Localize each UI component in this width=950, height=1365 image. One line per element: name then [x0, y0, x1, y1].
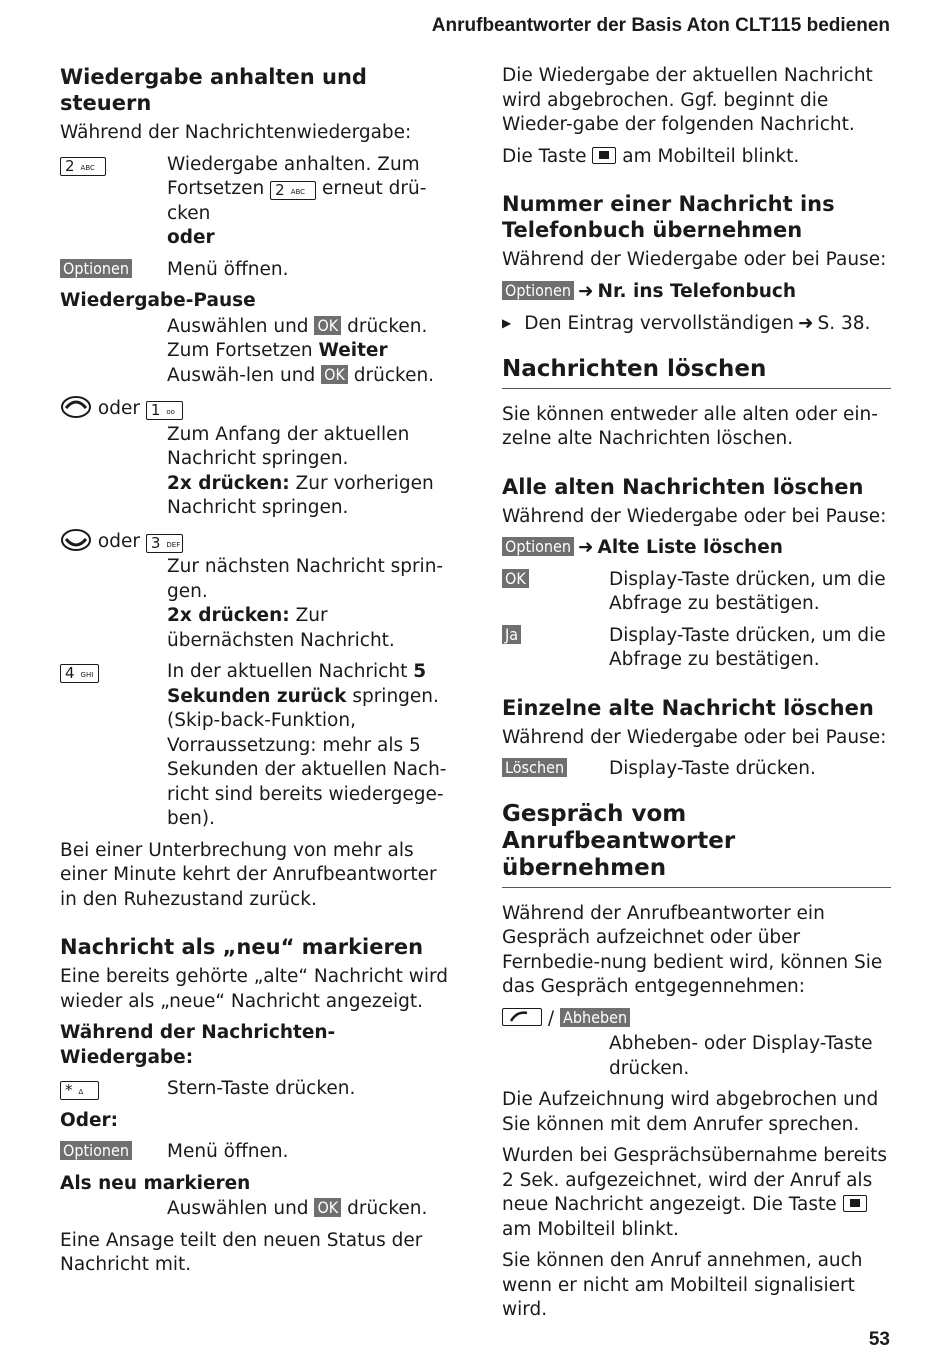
row-abheben: / Abheben	[502, 1007, 891, 1032]
optionen-softkey: Optionen	[60, 259, 132, 278]
pause-instructions: Auswählen und OK drücken. Zum Fortsetzen Weiter Auswäh-len und OK drücken.	[167, 315, 435, 386]
menu-text: Menü öffnen.	[167, 258, 289, 280]
heading-neu: Nachricht als „neu“ markieren	[60, 935, 424, 959]
oder-label: oder	[167, 227, 215, 248]
bullet-triangle-icon: ▶	[502, 316, 512, 330]
text-during: Während der Wiedergabe oder bei Pause:	[502, 249, 887, 270]
text-annehmen: Sie können den Anruf annehmen, auch wenn er nicht am Mobilteil signalisiert wird.	[502, 1250, 863, 1320]
ok-softkey: OK	[502, 569, 529, 588]
row-optionen-2: Optionen Menü öffnen.	[60, 1140, 454, 1165]
text-aufzeichnung: Die Aufzeichnung wird abgebrochen und Sie können mit dem Anrufer sprechen.	[502, 1089, 879, 1135]
heading-alle: Alle alten Nachrichten löschen	[502, 474, 864, 499]
row-nav-down: oder 3 DEF	[60, 528, 454, 555]
text-during-2: Während der Wiedergabe oder bei Pause:	[502, 505, 887, 527]
left-column	[60, 64, 454, 1285]
heading-einzelne: Einzelne alte Nachricht löschen	[502, 695, 874, 720]
nav-up-icon	[60, 395, 92, 419]
message-key-icon	[843, 1195, 867, 1212]
label-oder: Oder:	[60, 1109, 119, 1131]
key2-text-a: Wiedergabe anhalten. Zum Fortsetzen	[167, 153, 420, 199]
text-wurden: Wurden bei Gesprächsübernahme bereits 2 Sek. aufgezeichnet, wird der Anruf als neue Nachricht angezeigt. Die Taste am Mobilteil blinkt.	[502, 1145, 888, 1240]
label-wiedergabe-pause: Wiedergabe-Pause	[60, 290, 256, 311]
arrow-icon: ➜	[578, 280, 594, 302]
row-key-4: 4 GHI In der aktuellen Nachricht 5 Sekunden zurück springen. (Skip-back-Funktion, Vorraussetzung: mehr als 5 Sekunden der aktuellen Nach-richt sind bereits wiedergege-ben).	[60, 660, 454, 832]
row-loeschen: Löschen Display-Taste drücken.	[502, 757, 891, 782]
nav-down-icon	[60, 528, 92, 552]
abheben-softkey: Abheben	[560, 1008, 630, 1027]
page-number: 53	[868, 1329, 890, 1350]
message-key-icon	[592, 147, 616, 164]
heading-gespraech: Gespräch vom Anrufbeantworter übernehmen	[502, 801, 891, 888]
talk-key-icon	[502, 1008, 542, 1026]
text-during: Während der Nachrichtenwiedergabe:	[60, 122, 412, 143]
row-nav-up: oder 1 oo	[60, 395, 454, 422]
heading-loeschen: Nachrichten löschen	[502, 356, 891, 389]
key-3-icon: 3 DEF	[146, 534, 183, 553]
menu-path-telefonbuch: Optionen ➜ Nr. ins Telefonbuch	[502, 280, 891, 305]
als-neu-text: Auswählen und OK drücken.	[167, 1198, 428, 1219]
text-abgebrochen: Die Wiedergabe der aktuellen Nachricht wird abgebrochen. Ggf. beginnt die Wieder-gabe der folgenden Nachricht.	[502, 65, 873, 135]
text-gespraech: Während der Anrufbeantworter ein Gespräch aufzeichnet oder über Fernbedie-nung bedient wird, können Sie das Gespräch entgegennehmen:	[502, 902, 883, 997]
optionen-softkey: Optionen	[502, 281, 574, 300]
row-star: * Δ Stern-Taste drücken.	[60, 1077, 454, 1102]
label-during-wiedergabe: Während der Nachrichten-Wiedergabe:	[60, 1022, 336, 1068]
key-1-icon: 1 oo	[146, 401, 183, 420]
star-key-icon: * Δ	[60, 1081, 99, 1100]
ok-softkey: OK	[314, 1198, 341, 1217]
text-taste: Die Taste am Mobilteil blinkt.	[502, 145, 800, 167]
ok-softkey: OK	[314, 316, 341, 335]
text-during-3: Während der Wiedergabe oder bei Pause:	[502, 726, 887, 748]
heading-pause: Wiedergabe anhalten und steuern	[60, 65, 367, 115]
right-column	[502, 64, 891, 1330]
running-header: Anrufbeantworter der Basis Aton CLT115 bedienen	[431, 15, 890, 36]
abheben-text: Abheben- oder Display-Taste drücken.	[609, 1033, 873, 1079]
key2-text-b: erneut drü-cken	[167, 178, 427, 224]
optionen-softkey: Optionen	[502, 537, 574, 556]
arrow-icon: ➜	[578, 537, 594, 558]
weiter-label: Weiter	[318, 340, 388, 361]
key-2-icon: 2 ABC	[270, 181, 316, 200]
label-als-neu: Als neu markieren	[60, 1172, 251, 1194]
text-ansage: Eine Ansage teilt den neuen Status der Nachricht mit.	[60, 1229, 423, 1275]
nav-down-text: Zur nächsten Nachricht sprin-gen. 2x drücken: Zur übernächsten Nachricht.	[167, 556, 444, 651]
ok-softkey: OK	[321, 365, 348, 384]
menu-path-alte-liste: Optionen ➜ Alte Liste löschen	[502, 536, 891, 561]
row-ok: OK Display-Taste drücken, um die Abfrage zu bestätigen.	[502, 568, 891, 617]
text-loeschen: Sie können entweder alle alten oder ein-zelne alte Nachrichten löschen.	[502, 403, 878, 449]
row-key-2	[60, 153, 454, 251]
ja-softkey: Ja	[502, 625, 521, 644]
loeschen-softkey: Löschen	[502, 758, 567, 777]
row-ja: Ja Display-Taste drücken, um die Abfrage zu bestätigen.	[502, 624, 891, 673]
key-2-icon: 2 ABC	[60, 157, 106, 176]
row-optionen	[60, 258, 454, 283]
optionen-softkey: Optionen	[60, 1141, 132, 1160]
text-neu: Eine bereits gehörte „alte“ Nachricht wird wieder als „neue“ Nachricht angezeigt.	[60, 966, 449, 1012]
text-unterbrechung: Bei einer Unterbrechung von mehr als einer Minute kehrt der Anrufbeantworter in den Ruhezustand zurück.	[60, 839, 437, 910]
step-eintrag: ▶ Den Eintrag vervollständigen ➜ S. 38.	[502, 313, 871, 334]
heading-nummer: Nummer einer Nachricht ins Telefonbuch übernehmen	[502, 192, 835, 242]
arrow-icon: ➜	[798, 313, 814, 334]
key-4-icon: 4 GHI	[60, 664, 99, 683]
nav-up-text: Zum Anfang der aktuellen Nachricht springen. 2x drücken: Zur vorherigen Nachricht springen.	[167, 423, 434, 518]
